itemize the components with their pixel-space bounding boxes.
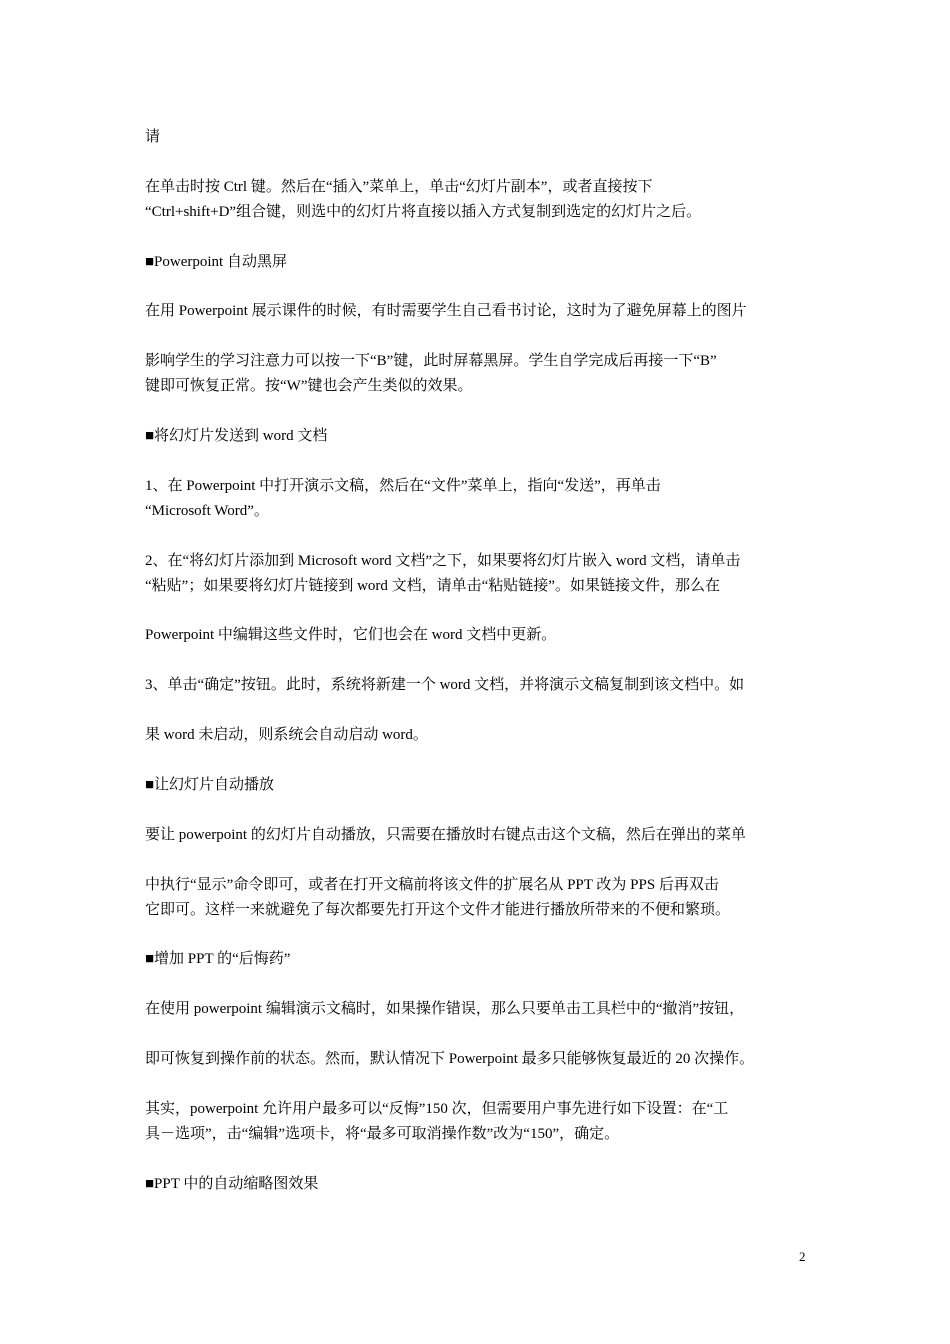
text-line: 果 word 未启动，则系统会自动启动 word。 bbox=[145, 727, 428, 743]
section-heading: ■增加 PPT 的“后悔药” bbox=[145, 951, 291, 967]
text-line: 即可恢复到操作前的状态。然而，默认情况下 Powerpoint 最多只能够恢复最近的 20 次操作。 bbox=[145, 1051, 755, 1067]
text-line: 键即可恢复正常。按“W”键也会产生类似的效果。 bbox=[145, 378, 473, 394]
page-number: 2 bbox=[799, 1249, 806, 1264]
text-line: “Microsoft Word”。 bbox=[145, 503, 269, 519]
text-line: 它即可。这样一来就避免了每次都要先打开这个文件才能进行播放所带来的不便和繁琐。 bbox=[145, 902, 731, 918]
text-line: 要让 powerpoint 的幻灯片自动播放，只需要在播放时右键点击这个文稿，然后在弹出的菜单 bbox=[145, 827, 746, 843]
text-line: 其实，powerpoint 允许用户最多可以“反悔”150 次，但需要用户事先进行如下设置：在“工 bbox=[145, 1101, 729, 1117]
text-line: “Ctrl+shift+D”组合键，则选中的幻灯片将直接以插入方式复制到选定的幻灯片之后。 bbox=[145, 204, 702, 220]
section-heading: ■Powerpoint 自动黑屏 bbox=[145, 254, 287, 270]
text-line: “粘贴”；如果要将幻灯片链接到 word 文档，请单击“粘贴链接”。如果链接文件，那么在 bbox=[145, 578, 720, 594]
text-line: 中执行“显示”命令即可，或者在打开文稿前将该文件的扩展名从 PPT 改为 PPS 后再双击 bbox=[145, 877, 719, 893]
section-heading: ■让幻灯片自动播放 bbox=[145, 777, 275, 793]
text-line: 在使用 powerpoint 编辑演示文稿时，如果操作错误，那么只要单击工具栏中的“撤消”按钮， bbox=[145, 1001, 745, 1017]
section-heading: ■将幻灯片发送到 word 文档 bbox=[145, 428, 328, 444]
text-line: 请 bbox=[145, 129, 161, 145]
text-line: 在用 Powerpoint 展示课件的时候，有时需要学生自己看书讨论，这时为了避免屏幕上的图片 bbox=[145, 303, 747, 319]
text-line: 2、在“将幻灯片添加到 Microsoft word 文档”之下，如果要将幻灯片嵌入 word 文档，请单击 bbox=[145, 553, 741, 569]
text-line: 影响学生的学习注意力可以按一下“B”键，此时屏幕黑屏。学生自学完成后再接一下“B” bbox=[145, 353, 717, 369]
text-line: 1、在 Powerpoint 中打开演示文稿，然后在“文件”菜单上，指向“发送”，再单击 bbox=[145, 478, 661, 494]
text-line: 具－选项”，击“编辑”选项卡，将“最多可取消操作数”改为“150”，确定。 bbox=[145, 1126, 620, 1142]
text-line: 在单击时按 Ctrl 键。然后在“插入”菜单上，单击“幻灯片副本”，或者直接按下 bbox=[145, 179, 653, 195]
text-line: 3、单击“确定”按钮。此时，系统将新建一个 word 文档，并将演示文稿复制到该文档中。如 bbox=[145, 677, 745, 693]
text-line: Powerpoint 中编辑这些文件时，它们也会在 word 文档中更新。 bbox=[145, 627, 557, 643]
section-heading: ■PPT 中的自动缩略图效果 bbox=[145, 1176, 319, 1192]
